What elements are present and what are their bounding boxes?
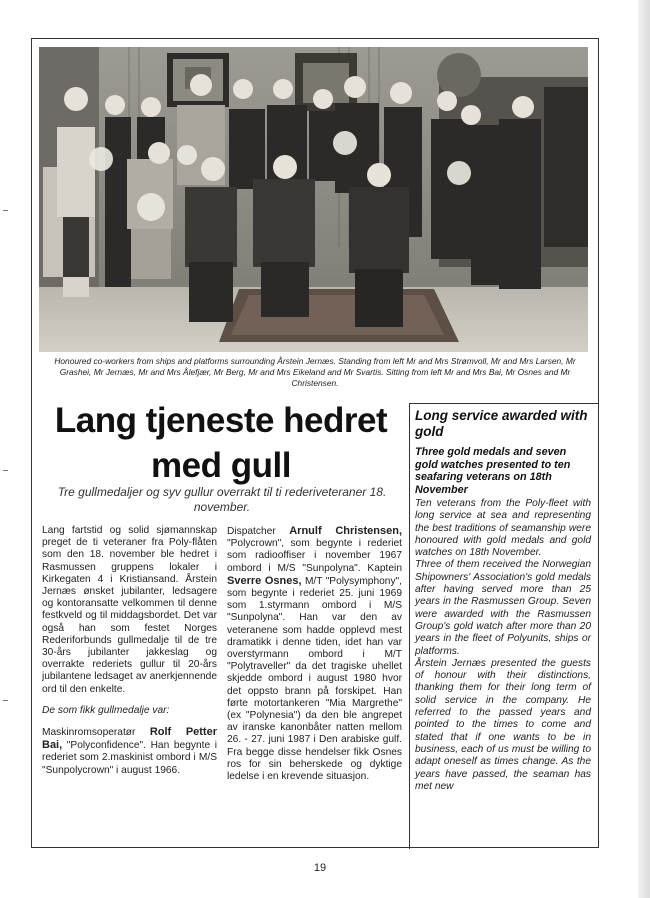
medal-list-lead: De som fikk gullmedalje var: [42,704,170,716]
body-text: M/T "Polysymphony", som begynte i rederiet 25. juni 1969 som 1.styrmann ombord i M/S "Sunpolyna". Han var den av veteranene som hadde opplevd mest dramatikk i denne tiden, idet han var overstyrmann ombord i M/T "Polytraveller" da det tragiske uhellet skjedde ombord i august 1980 hvor det oppsto brann på forskipet. Han førte motortankeren "Mia Margrethe" (ex "Polynesia") da den ble angrepet av iranske kanonbåter natten mellom 26. - 27. juni 1987 i Den arabiske gulf. Fra begge disse hendelser fikk Osnes ros for sin beherskede og dyktige ledelse i en krevende situasjon. [227,575,403,783]
photo-caption: Honoured co-workers from ships and platforms surrounding Årstein Jernæs. Standing from left Mr and Mrs Strømvoll, Mr and Mrs Larsen, Mr Grashei, Mr Jernæs, Mr and Mrs Ålefjær, Mr Berg, Mr and Mrs Eikeland and Mr Svartis. Sitting from left Mr and Mrs Bai, Mr Osnes and Mr Christensen. [54,356,576,388]
body-text: Dispatcher [227,526,290,537]
norwegian-column-2 [227,525,402,783]
margin-mark [3,700,8,701]
norwegian-column-1 [42,525,217,777]
headline-line-1: Lang tjeneste hedret [54,401,388,440]
english-paragraph: Three of them received the Norwegian Shipowners' Association's gold medals after having served more than 25 years in the Rasmussen Group. Seven were awarded with the Rasmussen Group's gold watch after more than 20 years in the fleet of Polyunits, ships or platforms. [415,559,591,657]
body-paragraph [42,726,217,777]
body-text: "Polyconfidence". Han begynte i rederiet som 2.maskinist ombord i M/S "Sunpolycrown" i august 1966. [42,740,217,776]
margin-mark [3,210,8,211]
honoree-name: Arnulf Christensen, [289,525,402,537]
honoree-name: Sverre Osnes, [227,574,302,587]
english-paragraph: Ten veterans from the Poly-fleet with long service at sea and representing the best traditions of seamanship were honoured with gold medals and gold watches on 18th November. [415,498,591,559]
english-body [415,498,591,793]
body-paragraph [227,525,402,783]
honoree-name: Rolf Petter Bai, [42,726,217,752]
headline [40,398,402,488]
english-deck: Three gold medals and seven gold watches presented to ten seafaring veterans on 18th November [415,446,571,496]
page-number: 19 [313,862,327,874]
headline-line-2: med gull [151,446,291,485]
body-text: Maskinromsoperatør [42,727,150,739]
margin-mark [3,470,8,471]
page-edge-shadow [638,0,650,898]
english-paragraph: Årstein Jernæs presented the guests of honour with their distinctions, thanking them for their long term of solid service in the company. He referred to the passed years and pointed to the times to come and stated that if one wants to be in business, each of us must be willing to adapt oneself as times change. As the years have passed, the seaman has met new [415,657,591,792]
subheadline: Tre gullmedaljer og syv gullur overrakt til ti rederiveteraner 18. november. [57,485,387,514]
body-paragraph: Lang fartstid og solid sjømannskap preget de ti veteraner fra Poly-flåten som den 18. november ble hedret i Rasmussen gruppens lokaler i Kirkegaten 4 i Kristiansand. Årstein Jernæs ønsket jubilanter, ledsagere og kontoransatte velkommen til denne festkveld og til middagsbordet. Det var også han som festet Norges Rederiforbunds gullmedalje til de tre 30-års jubilanter jakkeslag og overrakte rederiets gullur til 20-års jubilantene ledsaget av anerkjennende ord til den enkelte. [42,525,217,695]
english-title: Long service awarded with gold [415,408,588,439]
body-text: "Polycrown", som begynte i rederiet som radiooffiser i november 1967 ombord i M/S "Sunpolyna". Kaptein [227,538,402,574]
group-photo [39,47,588,352]
